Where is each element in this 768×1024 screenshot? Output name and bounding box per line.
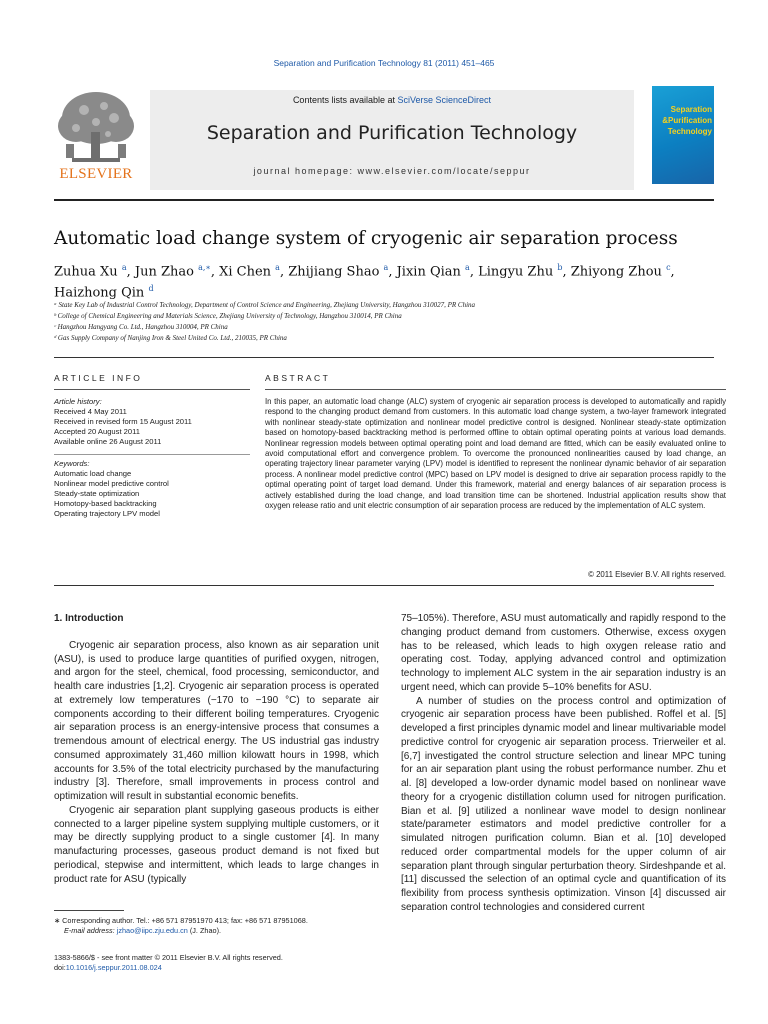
abstract-text: In this paper, an automatic load change (ALC) system of cryogenic air separation process is developed to automatically and rapidly respond to the changing product demand from customers. In this automatic load change system, a two-layer framework integrated with nonlinear steady-state optimization and nonlinear model predictive control is designed. Nonlinear steady-state optimization based on homotopy-based backtracking method is performed offline to obtain optimal operating points at various load demands. Nonlinear regression models between optimal operating point and load demand are fitted, which can be easily evaluated online to avoid computational effort and convergence problem. To overcome the pronounced nonlinearities caused by load change, an operating trajectory linear parameter varying (LPV) model is identified to represent the nonlinear dynamic behavior of air separation process. A nonlinear model predictive control (MPC) based on LPV model is designed to drive air separation process rapidly to the optimal operating point of target load demand. Under this framework, material and energy balances of air separation process is actively established during the load change, and load transition time can be shortened. Industrial application results show that oxygen release ratio and unit electric consumption of air separation process are reduced by the implementation of ALC system. [265,397,726,511]
author-affiliation-mark[interactable]: b [557,263,563,272]
email-link[interactable]: jzhao@iipc.zju.edu.cn [116,926,188,935]
author-name: Zuhua Xu [54,264,118,280]
author-name: Lingyu Zhu [478,264,554,280]
keyword-item: Automatic load change [54,469,132,478]
history-item: Received 4 May 2011 [54,407,127,416]
body-left-column [54,612,379,886]
doi-prefix: doi: [54,963,66,972]
contents-line [150,95,634,105]
journal-homepage[interactable]: journal homepage: www.elsevier.com/locate/seppur [253,166,531,176]
author-affiliation-mark[interactable]: a [275,263,280,272]
affiliation: ᵃ State Key Lab of Industrial Control Technology, Department of Control Science and Engineering, Zhejiang University, Hangzhou 310027, PR China [54,301,476,309]
article-title: Automatic load change system of cryogenic air separation process [54,228,678,249]
author-name: Zhijiang Shao [288,264,380,280]
contents-prefix: Contents lists available at [292,95,398,105]
author-list: Zuhua Xu $^a$, Jun Zhao $^{a,∗}$, Xi Chen $^a$, Zhijiang Shao $^a$, Jixin Qian $^a$, Lingyu Zhu $^b$, Zhiyong Zhou $^c$, Haizhong Qin $^d$ [54,263,675,301]
author-name: Jixin Qian [396,264,461,280]
author-name: Jun Zhao [134,264,194,280]
corresponding-author-note: ∗ Corresponding author. Tel.: +86 571 87951970 413; fax: +86 571 87951068. [54,916,308,925]
author-affiliation-mark[interactable]: a [465,263,470,272]
body-paragraph: 75–105%). Therefore, ASU must automatically and rapidly respond to the changing product demand from customers. Otherwise, excess oxygen has to be released, which leads to high oxygen release ratio and operating cost. Today, applying advanced control and optimization technology to implement ALC system in the air separation industry is an urgent need, which can provide 5–10% benefits for ASU. [401,613,726,693]
keywords-rule [54,454,250,455]
affiliation: ᶜ Hangzhou Hangyang Co. Ltd., Hangzhou 310004, PR China [54,323,228,331]
issn-line: 1383-5866/$ - see front matter © 2011 Elsevier B.V. All rights reserved. [54,953,283,962]
keywords-label: Keywords: [54,459,90,468]
keyword-item: Homotopy-based backtracking [54,499,157,508]
author-name: Haizhong Qin [54,285,145,301]
abstract-heading: ABSTRACT [265,373,331,383]
email-line [54,926,384,936]
author-affiliation-mark[interactable]: d [148,284,154,294]
article-info-rule [54,389,250,390]
email-label: E-mail address: [64,926,117,935]
page-footer [54,953,384,973]
keyword-item: Nonlinear model predictive control [54,479,169,488]
body-right-column [401,612,726,915]
abstract-end-rule [54,585,714,586]
affiliation-rule [54,357,714,358]
author-affiliation-mark[interactable]: a [121,263,127,272]
journal-name: Separation and Purification Technology [206,122,578,144]
header-rule [54,199,714,201]
abstract-copyright: © 2011 Elsevier B.V. All rights reserved. [588,570,726,579]
article-info [54,397,250,519]
author-name: Zhiyong Zhou [570,264,662,280]
footnote-rule [54,910,124,911]
footnote [54,916,384,936]
email-suffix: (J. Zhao). [187,926,222,935]
section-title: 1. Introduction [54,613,124,624]
cover-title-line: &Purification [662,116,712,125]
keyword-item: Operating trajectory LPV model [54,509,160,518]
author-affiliation-mark[interactable]: a [383,263,389,272]
sciencedirect-link[interactable]: SciVerse ScienceDirect [397,95,492,105]
cover-title-line: Technology [667,127,712,136]
cover-title-line: Separation [670,105,712,114]
affiliation: ᵇ College of Chemical Engineering and Materials Science, Zhejiang University of Technology, Hangzhou 310014, PR China [54,312,402,320]
author-affiliation-mark[interactable]: a,∗ [198,263,211,272]
body-paragraph: A number of studies on the process control and optimization of cryogenic air separation process have been published. Roffel et al. [5] developed a first principles dynamic model and linear multivariable model predictive control for cryogenic air separation process. Trierweiler et al. [6,7] investigated the control structure selection and linear MPC tuning for an air separation plant using the robust performance number. Zhu et al. [8] developed a low-order dynamic model based on nonlinear wave theory for a cryogenic distillation column used for nitrogen purification. Bian et al. [9] utilized a nonlinear wave model to design nonlinear state/parameter estimators and model predictive controller for a simulated nitrogen purification column. Bian et al. [10] developed reduced order compartmental models for the upper column of air separation plant through singular perturbation theory. Sirdeshpande et al. [11] discussed the selection of an optimal cycle and quantification of its flexibility from process synthesis optimization. Vinson [4] discussed air separation control technologies and considered current [401,695,726,913]
doi-line [54,963,384,973]
doi-link[interactable]: 10.1016/j.seppur.2011.08.024 [65,963,162,972]
author-affiliation-mark[interactable]: c [666,263,671,272]
journal-cover-title [656,104,712,137]
article-info-heading: ARTICLE INFO [54,373,143,383]
body-paragraph: Cryogenic air separation process, also known as air separation unit (ASU), is used to produce large quantities of purified oxygen, nitrogen, and argon for the steel, chemical, food processing, semiconductor, and health care industries [1,2]. Cryogenic air separation process is operated at extremely low temperatures (−170 to −190 °C) to separate air components according to their different boiling temperatures. Cryogenic air separation process is an energy-intensive process that consumes a tremendous amount of electrical energy. The US industrial gas industry consumed approximately 31,460 million kilowatt hours in 1998, which accounts for 3.5% of the total electricity purchased by the manufacturing industry [3]. Therefore, small improvements in process control and optimization will result in substantial economic benefits. [54,639,379,802]
abstract-rule [265,389,726,390]
author-name: Xi Chen [219,264,272,280]
keyword-item: Steady-state optimization [54,489,140,498]
history-item: Received in revised form 15 August 2011 [54,417,192,426]
body-paragraph: Cryogenic air separation plant supplying gaseous products is either connected to a larger pipeline system supplying multiple customers, or it may be directly supplying product to a single customer [4]. In many manufacturing processes, gaseous product demand is not fixed but periodical, stepwise and intermittent, which leads to large changes in product rate for ASU (typically [54,804,379,885]
history-item: Accepted 20 August 2011 [54,427,140,436]
history-label: Article history: [54,397,102,406]
history-item: Available online 26 August 2011 [54,437,162,446]
publisher-logo-text: ELSEVIER [59,166,133,182]
running-head[interactable]: Separation and Purification Technology 81 (2011) 451–465 [273,58,495,68]
affiliation: ᵈ Gas Supply Company of Nanjing Iron & Steel United Co. Ltd., 210035, PR China [54,334,287,342]
